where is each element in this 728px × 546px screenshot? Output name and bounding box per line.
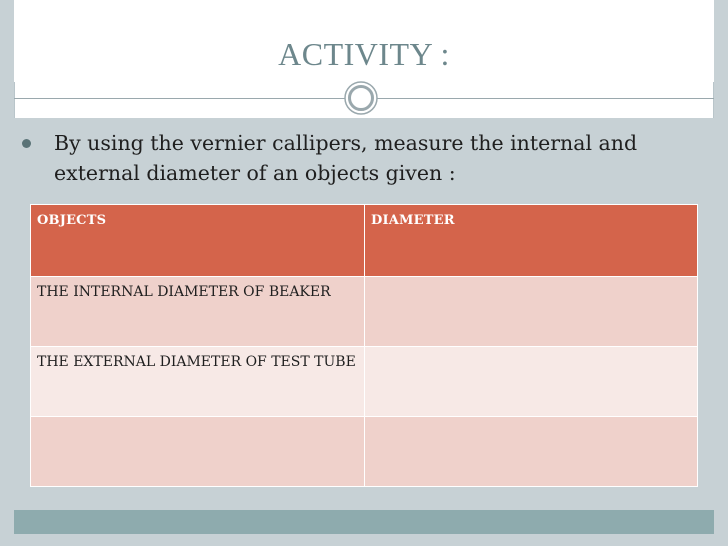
table-cell-object: THE EXTERNAL DIAMETER OF TEST TUBE [31,347,365,417]
table-row [31,347,698,417]
title-divider [14,81,714,117]
table-row [31,417,698,487]
table-cell-object: THE INTERNAL DIAMETER OF BEAKER [31,277,365,347]
bullet-item [22,128,702,188]
header-objects: OBJECTS [31,205,365,277]
table-header-row [31,205,698,277]
slide-title: ACTIVITY : [278,36,450,72]
table-cell-object [31,417,365,487]
bullet-dot-icon [22,139,31,148]
table-cell-diameter [365,277,698,347]
table-cell-diameter [365,417,698,487]
table-cell-diameter [365,347,698,417]
circle-ornament-icon [344,81,378,115]
bottom-band [14,510,714,534]
bullet-text: By using the vernier callipers, measure the internal and external diameter of an objects given : [54,131,638,185]
title-area [14,0,714,82]
activity-table [30,204,698,487]
table-row [31,277,698,347]
header-diameter: DIAMETER [365,205,698,277]
